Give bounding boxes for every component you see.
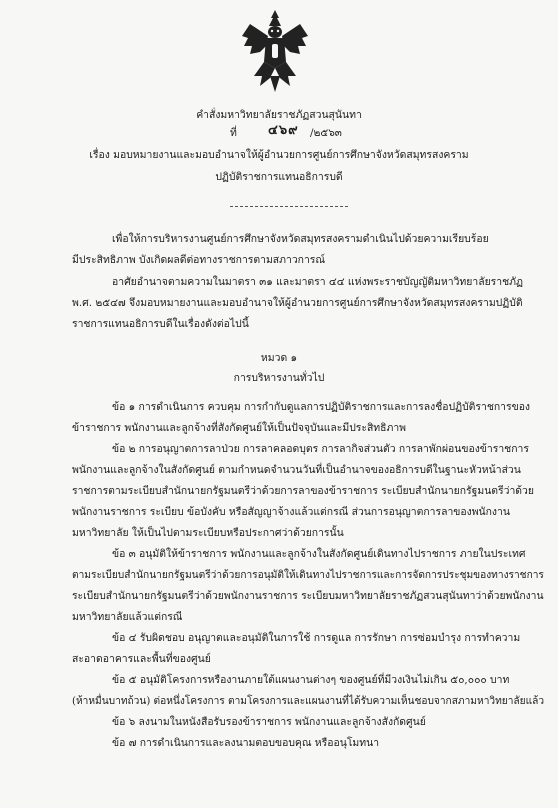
clause-1-line-1: ข้อ ๑ การดำเนินการ ควบคุม การกำกับดูแลการปฏิบัติราชการและการลงชื่อปฏิบัติราชการของ (112, 401, 531, 413)
clause-5-line-1: ข้อ ๕ อนุมัติโครงการหรืองานภายใต้แผนงานต่างๆ ของศูนย์ที่มีวงเงินไม่เกิน ๕๐,๐๐๐ บาท (112, 674, 510, 686)
subject-line-1: เรื่อง มอบหมายงานและมอบอำนาจให้ผู้อำนวยการศูนย์การศึกษาจังหวัดสมุทรสงคราม (89, 149, 469, 161)
order-year: /๒๕๖๓ (310, 127, 342, 139)
order-number: ๔๖๙ (268, 123, 299, 138)
clause-2-line-4: พนักงานราชการ ระเบียบ ข้อบังคับ หรือสัญญาจ้างแล้วแต่กรณี ส่วนการอนุญาตการลาของพนักงาน (72, 506, 510, 518)
clause-2-line-2: พนักงานและลูกจ้างในสังกัดศูนย์ ตามกำหนดจำนวนวันที่เป็นอำนาจของอธิการบดีในฐานะหัวหน้าส่วน (72, 464, 521, 476)
clause-3-line-3: ระเบียบสำนักนายกรัฐมนตรีว่าด้วยพนักงานราชการ ระเบียบมหาวิทยาลัยราชภัฏสวนสุนันทาว่าด้วยพนักงาน (72, 590, 544, 602)
intro-paragraph-2-line-1: อาศัยอำนาจตามความในมาตรา ๓๑ และมาตรา ๔๔ แห่งพระราชบัญญัติมหาวิทยาลัยราชภัฏ (112, 276, 523, 288)
clause-7-line-1: ข้อ ๗ การดำเนินการและลงนามตอบขอบคุณ หรืออนุโมทนา (112, 737, 380, 749)
clause-3-line-4: มหาวิทยาลัยแล้วแต่กรณี (72, 611, 183, 623)
section-subtitle: การบริหารงานทั่วไป (233, 372, 325, 384)
section-title: หมวด ๑ (260, 352, 298, 364)
clause-2-line-1: ข้อ ๒ การอนุญาตการลาป่วย การลาคลอดบุตร การลากิจส่วนตัว การลาพักผ่อนของข้าราชการ (112, 443, 529, 455)
clause-2-line-5: มหาวิทยาลัย ให้เป็นไปตามระเบียบหรือประกาศว่าด้วยการนั้น (72, 527, 344, 539)
clause-4-line-2: สะอาดอาคารและพื้นที่ของศูนย์ (72, 653, 211, 665)
garuda-emblem (240, 6, 310, 92)
intro-paragraph-1-line-1: เพื่อให้การบริหารงานศูนย์การศึกษาจังหวัดสมุทรสงครามดำเนินไปด้วยความเรียบร้อย (112, 233, 489, 245)
clause-5-line-2: (ห้าหมื่นบาทถ้วน) ต่อหนึ่งโครงการ ตามโครงการและแผนงานที่ได้รับความเห็นชอบจากสภามหาวิทยาลัยแล้ว (72, 695, 545, 707)
order-title: คำสั่งมหาวิทยาลัยราชภัฏสวนสุนันทา (196, 109, 362, 121)
subject-line-2: ปฏิบัติราชการแทนอธิการบดี (215, 171, 343, 183)
clause-6-line-1: ข้อ ๖ ลงนามในหนังสือรับรองข้าราชการ พนักงานและลูกจ้างสังกัดศูนย์ (112, 716, 426, 728)
intro-paragraph-2-line-2: พ.ศ. ๒๕๔๗ จึงมอบหมายงานและมอบอำนาจให้ผู้อำนวยการศูนย์การศึกษาจังหวัดสมุทรสงครามปฏิบัติ (72, 297, 523, 309)
order-number-label: ที่ (230, 127, 237, 139)
clause-3-line-1: ข้อ ๓ อนุมัติให้ข้าราชการ พนักงานและลูกจ้างในสังกัดศูนย์เดินทางไปราชการ ภายในประเทศ (112, 548, 526, 560)
intro-paragraph-2-line-3: ราชการแทนอธิการบดีในเรื่องดังต่อไปนี้ (72, 318, 249, 330)
intro-paragraph-1-line-2: มีประสิทธิภาพ บังเกิดผลดีต่อทางราชการตามสภาวการณ์ (72, 254, 325, 266)
clause-3-line-2: ตามระเบียบสำนักนายกรัฐมนตรีว่าด้วยการอนุมัติให้เดินทางไปราชการและการจัดการประชุมของทางราชการ (72, 569, 544, 581)
clause-2-line-3: ราชการตามระเบียบสำนักนายกรัฐมนตรีว่าด้วยการลาของข้าราชการ ระเบียบสำนักนายกรัฐมนตรีว่าด้วย (72, 485, 534, 497)
clause-4-line-1: ข้อ ๔ รับผิดชอบ อนุญาตและอนุมัติในการใช้ การดูแล การรักษา การซ่อมบำรุง การทำความ (112, 632, 521, 644)
clause-1-line-2: ข้าราชการ พนักงานและลูกจ้างที่สังกัดศูนย์ให้เป็นปัจจุบันและมีประสิทธิภาพ (72, 422, 407, 434)
separator-line (230, 206, 348, 207)
